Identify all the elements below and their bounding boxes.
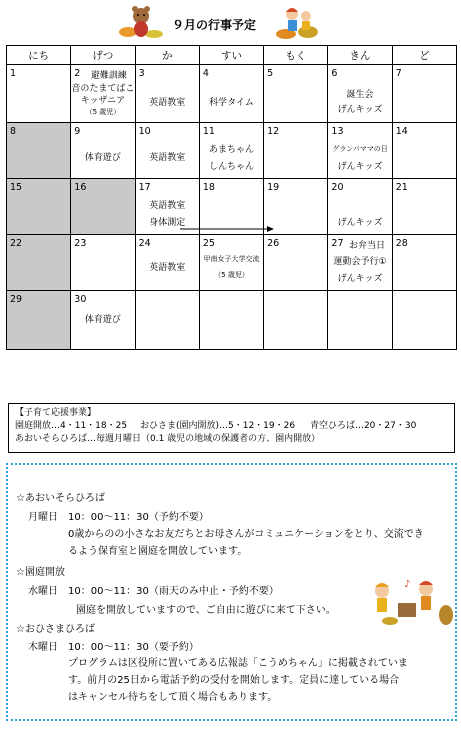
event-label: 避難訓練 (90, 71, 127, 81)
day-number: 3 (138, 68, 145, 79)
description-line: るよう保育室と園庭を開放しています。 (68, 546, 248, 557)
weekday-wed: すい (199, 46, 263, 65)
event-label: 甲南女子大学交流 (203, 255, 260, 263)
event-label: げんキッズ (337, 274, 383, 284)
event-label: 英語教室 (149, 153, 186, 163)
day-number: 20 (331, 182, 344, 193)
day-cell (7, 179, 71, 235)
calendar-week (7, 123, 457, 179)
day-cell (264, 65, 328, 123)
day-cell (328, 123, 392, 179)
page-header (0, 0, 461, 42)
event-label: 音のたまてばこ (71, 84, 135, 94)
svg-text:♪: ♪ (404, 579, 411, 590)
day-number: 1 (10, 68, 17, 79)
section-time: 水曜日 10：00～11：30（雨天のみ中止・予約不要） (28, 586, 279, 597)
section-description (68, 526, 448, 560)
day-number: 5 (267, 68, 274, 79)
day-cell (392, 123, 456, 179)
day-number: 11 (202, 126, 215, 137)
section-title: ☆おひさまひろば (16, 624, 95, 635)
day-number: 21 (395, 182, 408, 193)
section-description: 園庭を開放していますので、ご自由に遊びに来て下さい。 (76, 605, 336, 616)
page-title: ９月の行事予定 (172, 18, 257, 32)
monthly-calendar (6, 45, 457, 350)
day-number: 29 (10, 294, 23, 305)
event-label: あまちゃん (208, 145, 254, 155)
description-line: プログラムは区役所に置いてある広報誌「こうめちゃん」に掲載されていま (68, 658, 408, 669)
day-cell (328, 291, 392, 350)
event-label: （5 歳児） (214, 271, 249, 279)
description-line: 0歳からのの小さなお友だちとお母さんがコミュニケーションをとり、交流でき (68, 529, 424, 540)
day-cell (71, 235, 135, 291)
support-schedule-line (15, 420, 448, 433)
day-cell (328, 65, 392, 123)
event-label: お弁当日 (349, 241, 386, 251)
event-label: （5 歳児） (85, 108, 121, 116)
day-number: 26 (267, 238, 280, 249)
event-label: 英語教室 (149, 98, 186, 108)
bear-leaves-illustration (118, 2, 164, 40)
day-number: 16 (74, 182, 87, 193)
day-cell (392, 291, 456, 350)
section-time: 月曜日 10：00～11：30（予約不要） (28, 512, 209, 523)
event-label: しんちゃん (208, 162, 254, 172)
description-line: はキャンセル待ちをして頂く場合もあります。 (68, 692, 278, 703)
day-cell (392, 65, 456, 123)
event-label: げんキッズ (337, 218, 383, 228)
support-programs-box (8, 403, 455, 453)
event-label: 科学タイム (209, 98, 254, 108)
day-cell (264, 235, 328, 291)
section-title: ☆園庭開放 (16, 567, 65, 578)
day-number: 19 (267, 182, 280, 193)
event-label: 誕生会 (346, 90, 374, 100)
kids-leaves-illustration (274, 2, 320, 40)
event-label: グランパママの日 (332, 145, 388, 153)
day-number: 30 (74, 294, 87, 305)
day-cell (135, 65, 199, 123)
day-cell (7, 65, 71, 123)
description-line: す。前月の25日から電話予約の受付を開始します。定員に達している場合 (68, 675, 400, 686)
day-number: 7 (395, 68, 402, 79)
day-cell (7, 123, 71, 179)
event-label: 身体測定 (149, 218, 186, 228)
day-number: 24 (138, 238, 151, 249)
day-cell (7, 291, 71, 350)
day-cell (264, 123, 328, 179)
day-cell (199, 123, 263, 179)
day-cell (199, 291, 263, 350)
weekday-tue: か (135, 46, 199, 65)
day-number: 2 (74, 68, 81, 79)
day-number: 28 (395, 238, 408, 249)
event-label: げんキッズ (337, 162, 383, 172)
day-cell (264, 291, 328, 350)
day-cell (71, 179, 135, 235)
day-cell (135, 123, 199, 179)
day-number: 18 (202, 182, 215, 193)
day-cell (199, 235, 263, 291)
support-heading: 【子育て応援事業】 (15, 408, 97, 418)
children-playing-illustration (368, 573, 456, 629)
weekday-header-row (7, 46, 457, 65)
aoisora-line: あおいそらひろば…毎週月曜日（0.1 歳児の地域の保護者の方、園内開放） (15, 434, 321, 444)
event-label: キッザニア (80, 96, 126, 106)
day-cell (392, 179, 456, 235)
day-cell (328, 179, 392, 235)
day-cell (71, 291, 135, 350)
aozora-dates: 青空ひろば…20・27・30 (309, 421, 417, 431)
day-number: 9 (74, 126, 81, 137)
event-label: げんキッズ (337, 105, 383, 115)
event-label: 英語教室 (149, 201, 186, 211)
day-number: 10 (138, 126, 151, 137)
calendar-week (7, 235, 457, 291)
day-number: 17 (138, 182, 151, 193)
ohisama-dates: おひさま(園内開放)…5・12・19・26 (139, 421, 296, 431)
day-cell (71, 65, 135, 123)
weekday-mon: げつ (71, 46, 135, 65)
weekday-fri: きん (328, 46, 392, 65)
event-label: 体育遊び (84, 315, 121, 325)
calendar-week (7, 65, 457, 123)
day-cell (7, 235, 71, 291)
day-cell (199, 65, 263, 123)
program-details-box (6, 463, 457, 721)
day-cell (328, 235, 392, 291)
day-number: 13 (331, 126, 344, 137)
day-number: 22 (10, 238, 23, 249)
day-number: 4 (202, 68, 209, 79)
weekday-thu: もく (264, 46, 328, 65)
day-cell (71, 123, 135, 179)
day-number: 23 (74, 238, 87, 249)
section-description (68, 655, 448, 706)
garden-open-dates: 園庭開放…4・11・18・25 (15, 421, 128, 431)
day-number: 8 (10, 126, 17, 137)
day-cell (392, 235, 456, 291)
weekday-sat: ど (392, 46, 456, 65)
section-time: 木曜日 10：00～11：30（要予約） (28, 642, 199, 653)
section-title: ☆あおいそらひろば (16, 493, 105, 504)
event-label: 英語教室 (149, 263, 186, 273)
event-label: 運動会予行① (333, 257, 387, 267)
day-cell (135, 235, 199, 291)
day-number: 14 (395, 126, 408, 137)
event-label: 体育遊び (84, 153, 121, 163)
day-number: 12 (267, 126, 280, 137)
day-number: 27 (331, 238, 344, 249)
day-number: 6 (331, 68, 338, 79)
continuation-arrow (180, 226, 274, 232)
calendar-week (7, 291, 457, 350)
day-number: 25 (202, 238, 215, 249)
day-number: 15 (10, 182, 23, 193)
day-cell (135, 291, 199, 350)
weekday-sun: にち (7, 46, 71, 65)
